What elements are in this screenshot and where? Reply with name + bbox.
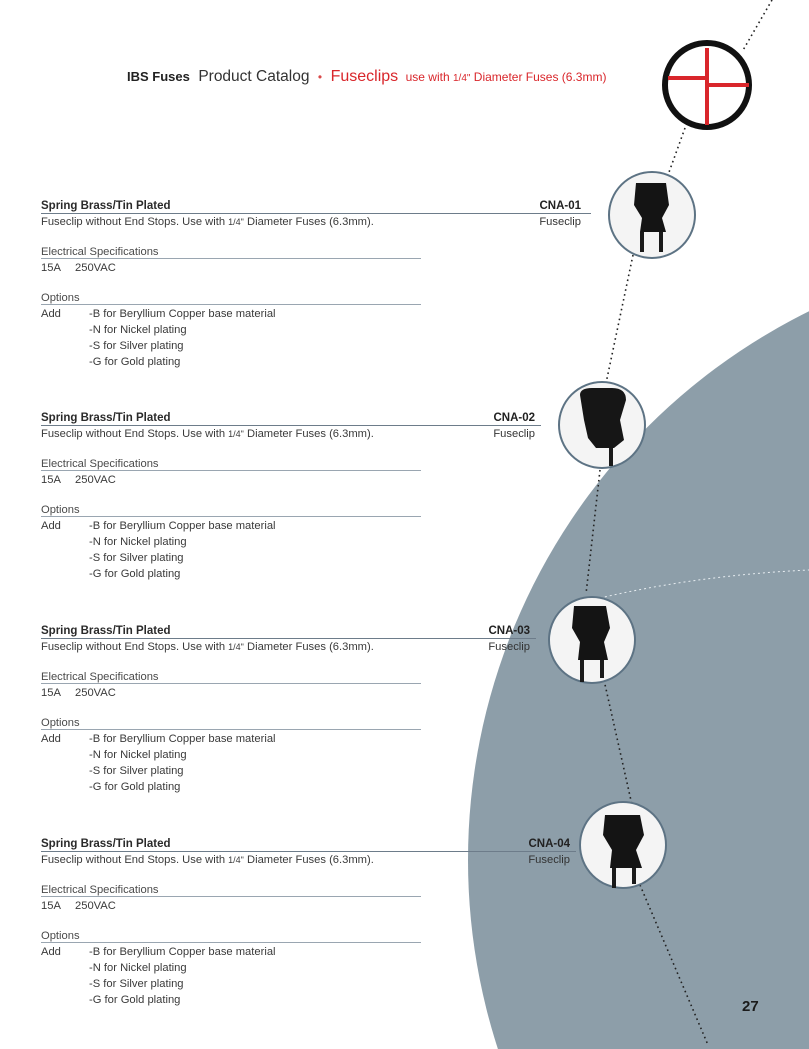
product-code-label: Fuseclip [539,216,581,228]
options-heading: Options [41,928,601,944]
product-material: Spring Brass/Tin Plated CNA-04 [41,836,601,852]
product-block-cna-02 [41,410,601,582]
options-heading: Options [41,290,601,306]
page-header [127,66,606,90]
specs-row: 15A 250VAC [41,262,116,274]
specs-heading: Electrical Specifications [41,882,601,898]
product-block-cna-04 [41,836,601,1008]
brand-name: IBS Fuses [127,69,190,84]
product-code: CNA-03 [488,625,530,637]
topic-subtitle: use with 1/4" Diameter Fuses (6.3mm) [405,70,607,84]
option-item: -N for Nickel plating [89,962,187,974]
product-description: Fuseclip without End Stops. Use with 1/4" Diameter Fuses (6.3mm). Fuseclip [41,216,581,228]
option-item: -S for Silver plating [89,340,184,352]
options-heading: Options [41,715,601,731]
ibs-logo-icon [665,43,749,127]
option-item: -G for Gold plating [89,994,181,1006]
specs-row: 15A 250VAC [41,474,116,486]
product-code: CNA-01 [539,200,581,212]
option-item: -N for Nickel plating [89,324,187,336]
topic-title: Fuseclips [330,68,399,85]
product-description: Fuseclip without End Stops. Use with 1/4" Diameter Fuses (6.3mm). Fuseclip [41,641,530,653]
dotted-path-upper [742,0,772,52]
specs-heading: Electrical Specifications [41,244,601,260]
option-item: -G for Gold plating [89,356,181,368]
product-material: Spring Brass/Tin Plated CNA-01 [41,198,601,214]
catalog-title: Product Catalog [198,68,310,85]
option-item: -S for Silver plating [89,765,184,777]
product-block-cna-01 [41,198,601,370]
product-code-label: Fuseclip [528,854,570,866]
fuseclip-image-cna-01 [609,172,695,258]
option-item: Add -B for Beryllium Copper base material [41,946,276,958]
option-item: -G for Gold plating [89,568,181,580]
product-material: Spring Brass/Tin Plated CNA-03 [41,623,601,639]
product-block-cna-03 [41,623,601,795]
option-item: Add -B for Beryllium Copper base material [41,520,276,532]
product-code: CNA-02 [493,412,535,424]
specs-row: 15A 250VAC [41,687,116,699]
product-description: Fuseclip without End Stops. Use with 1/4" Diameter Fuses (6.3mm). Fuseclip [41,854,570,866]
option-item: -G for Gold plating [89,781,181,793]
product-description: Fuseclip without End Stops. Use with 1/4" Diameter Fuses (6.3mm). Fuseclip [41,428,535,440]
option-item: -N for Nickel plating [89,536,187,548]
product-code-label: Fuseclip [493,428,535,440]
product-code-label: Fuseclip [488,641,530,653]
page-number: 27 [742,998,759,1015]
options-heading: Options [41,502,601,518]
product-material: Spring Brass/Tin Plated CNA-02 [41,410,601,426]
option-item: -N for Nickel plating [89,749,187,761]
option-item: -S for Silver plating [89,978,184,990]
specs-heading: Electrical Specifications [41,456,601,472]
specs-row: 15A 250VAC [41,900,116,912]
specs-heading: Electrical Specifications [41,669,601,685]
option-item: Add -B for Beryllium Copper base material [41,308,276,320]
product-code: CNA-04 [528,838,570,850]
option-item: -S for Silver plating [89,552,184,564]
option-item: Add -B for Beryllium Copper base material [41,733,276,745]
header-separator: • [317,70,323,84]
